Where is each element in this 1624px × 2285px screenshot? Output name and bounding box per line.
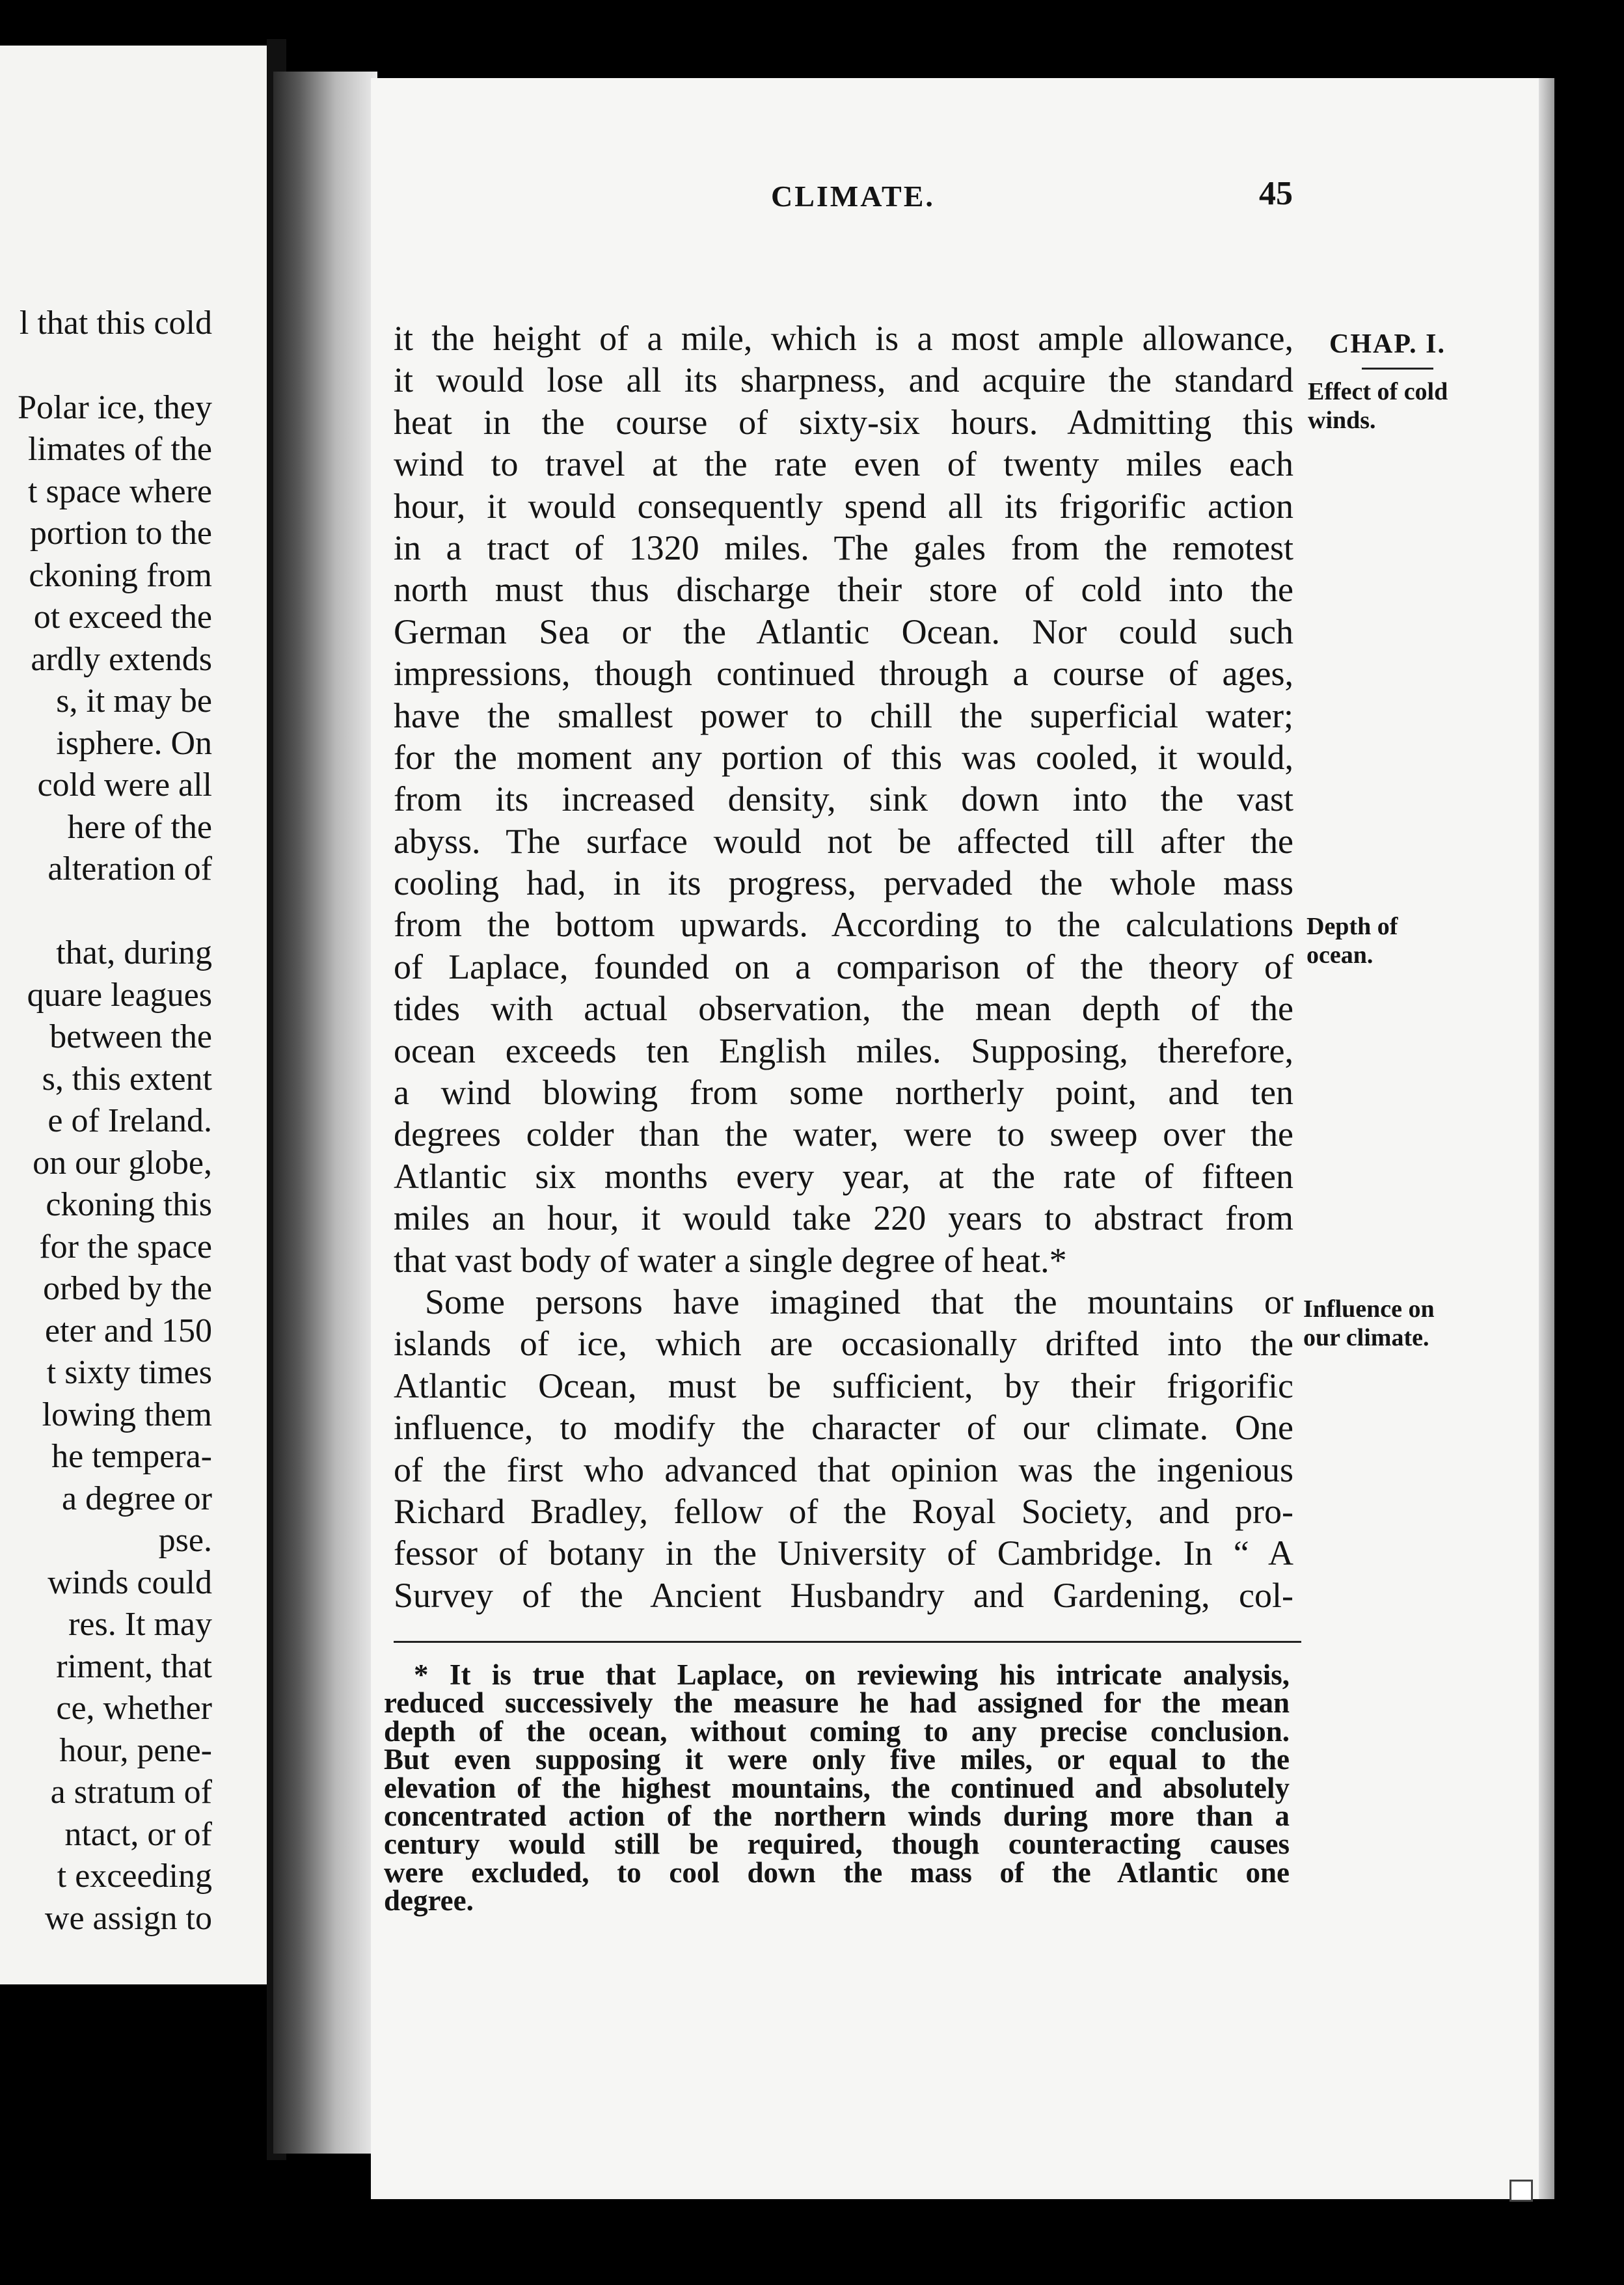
book-gutter xyxy=(273,72,377,2154)
side-note-line: Influence on xyxy=(1303,1295,1435,1323)
side-note-influence-on-climate xyxy=(1303,1295,1435,1352)
footnote-line: century would still be required, though counteracting causes xyxy=(384,1828,1290,1861)
left-page-line: a degree or xyxy=(62,1480,212,1517)
chapter-label: CHAP. I. xyxy=(1329,329,1446,359)
footnote-rule xyxy=(394,1641,1301,1643)
left-page-line: that, during xyxy=(56,934,212,971)
text-line: ocean exceeds ten English miles. Supposing, therefore, xyxy=(394,1031,1293,1070)
side-note-line: ocean. xyxy=(1306,941,1374,969)
footnote-line: degree. xyxy=(384,1884,474,1917)
text-line: for the moment any portion of this was cooled, it would, xyxy=(394,737,1293,777)
text-line: wind to travel at the rate even of twenty miles each xyxy=(394,444,1293,484)
left-page-line: eter and 150 xyxy=(44,1312,212,1349)
left-page-line: we assign to xyxy=(44,1900,212,1937)
side-note-line: winds. xyxy=(1308,407,1376,434)
text-line: in a tract of 1320 miles. The gales from the remotest xyxy=(394,528,1293,567)
footnote xyxy=(384,1658,1290,1917)
left-page-line: ardly extends xyxy=(31,641,212,678)
text-line: of the first who advanced that opinion was the ingenious xyxy=(394,1450,1293,1489)
side-note-effect-of-cold-winds xyxy=(1308,377,1448,435)
footnote-line: depth of the ocean, without coming to any precise conclusion. xyxy=(384,1714,1290,1748)
left-page-line: ckoning this xyxy=(46,1186,212,1223)
text-line: a wind blowing from some northerly point, and ten xyxy=(394,1073,1293,1113)
left-page-line: t exceeding xyxy=(57,1858,212,1895)
text-line: islands of ice, which are occasionally drifted into the xyxy=(394,1324,1293,1364)
text-line: Atlantic Ocean, must be sufficient, by their frigorific xyxy=(394,1366,1293,1405)
left-page-line: hour, pene- xyxy=(59,1732,212,1769)
text-line: from the bottom upwards. According to the calculations xyxy=(394,905,1293,945)
left-page-line: winds could xyxy=(47,1564,212,1601)
left-page-line: on our globe, xyxy=(33,1144,212,1182)
text-line: it would lose all its sharpness, and acquire the standard xyxy=(394,360,1293,400)
text-line: influence, to modify the character of our climate. One xyxy=(394,1408,1293,1448)
footnote-line: concentrated action of the northern winds during more than a xyxy=(384,1799,1290,1832)
page-edge xyxy=(1539,78,1554,2199)
left-page-line: he tempera- xyxy=(51,1438,212,1475)
left-page-line: ce, whether xyxy=(56,1690,212,1727)
side-note-line: our climate. xyxy=(1303,1324,1429,1351)
text-line: Richard Bradley, fellow of the Royal Society, and pro- xyxy=(394,1491,1293,1531)
left-page xyxy=(0,46,273,1984)
left-page-line: for the space xyxy=(39,1228,212,1265)
left-page-line: ntact, or of xyxy=(64,1816,212,1853)
left-page-line: between the xyxy=(49,1018,212,1055)
side-note-depth-of-ocean xyxy=(1306,912,1398,969)
left-page-line: portion to the xyxy=(29,515,212,552)
footnote-line: were excluded, to cool down the mass of the Atlantic one xyxy=(384,1856,1290,1889)
side-note-line: Depth of xyxy=(1306,913,1398,940)
footnote-line: But even supposing it were only five miles, or equal to the xyxy=(384,1743,1290,1776)
left-page-line: a stratum of xyxy=(50,1774,212,1811)
scan-artifact xyxy=(1509,2180,1533,2202)
text-line: have the smallest power to chill the superficial water; xyxy=(394,696,1293,735)
text-line: cooling had, in its progress, pervaded the whole mass xyxy=(394,863,1293,903)
text-line: impressions, though continued through a course of ages, xyxy=(394,654,1293,694)
main-text xyxy=(394,318,1293,1616)
text-line: from its increased density, sink down into the vast xyxy=(394,779,1293,819)
left-page-line: pse. xyxy=(158,1522,212,1559)
left-page-line: quare leagues xyxy=(27,977,212,1014)
footnote-line: elevation of the highest mountains, the continued and absolutely xyxy=(384,1771,1290,1804)
footnote-line: reduced successively the measure he had assigned for the mean xyxy=(384,1686,1290,1720)
left-page-line: limates of the xyxy=(27,431,212,468)
side-note-line: Effect of cold xyxy=(1308,378,1448,405)
left-page-line: cold were all xyxy=(37,766,212,804)
left-page-line: lowing them xyxy=(42,1396,212,1433)
text-line: north must thus discharge their store of cold into the xyxy=(394,570,1293,610)
footnote-line: * It is true that Laplace, on reviewing his intricate analysis, xyxy=(414,1658,1290,1691)
left-page-line: ot exceed the xyxy=(33,599,212,636)
left-page-line: ckoning from xyxy=(29,557,212,594)
text-line: of Laplace, founded on a comparison of the theory of xyxy=(394,947,1293,986)
text-line: miles an hour, it would take 220 years to abstract from xyxy=(394,1198,1293,1238)
running-head: CLIMATE. xyxy=(771,180,935,213)
left-page-line: orbed by the xyxy=(43,1270,212,1307)
left-page-line: t space where xyxy=(28,473,212,510)
text-line: Survey of the Ancient Husbandry and Gardening, col- xyxy=(394,1575,1293,1615)
text-line: Atlantic six months every year, at the rate of fifteen xyxy=(394,1156,1293,1196)
page-number: 45 xyxy=(1259,175,1293,212)
chapter-rule xyxy=(1362,368,1433,370)
left-page-line: res. It may xyxy=(68,1606,212,1643)
text-line: it the height of a mile, which is a most ample allowance, xyxy=(394,319,1293,358)
text-line: that vast body of water a single degree of heat.* xyxy=(394,1240,1067,1280)
text-line: heat in the course of sixty-six hours. Admitting this xyxy=(394,402,1293,442)
text-line: abyss. The surface would not be affected till after the xyxy=(394,821,1293,861)
left-page-line: riment, that xyxy=(56,1648,212,1685)
left-page-line: Polar ice, they xyxy=(18,389,212,426)
left-page-line: isphere. On xyxy=(56,725,212,762)
text-line: Some persons have imagined that the mountains or xyxy=(425,1282,1293,1321)
left-page-line: alteration of xyxy=(47,850,212,887)
text-line: fessor of botany in the University of Cambridge. In “ A xyxy=(394,1534,1293,1573)
left-page-line: s, this extent xyxy=(42,1061,212,1098)
text-line: tides with actual observation, the mean depth of the xyxy=(394,989,1293,1029)
left-page-line: e of Ireland. xyxy=(47,1102,212,1139)
left-page-line: t sixty times xyxy=(46,1354,212,1391)
left-page-line: l that this cold xyxy=(19,304,212,342)
left-page-line: here of the xyxy=(67,809,212,846)
text-line: hour, it would consequently spend all its frigorific action xyxy=(394,486,1293,526)
text-line: degrees colder than the water, were to sweep over the xyxy=(394,1115,1293,1154)
text-line: German Sea or the Atlantic Ocean. Nor could such xyxy=(394,612,1293,651)
left-page-line: s, it may be xyxy=(56,683,212,720)
